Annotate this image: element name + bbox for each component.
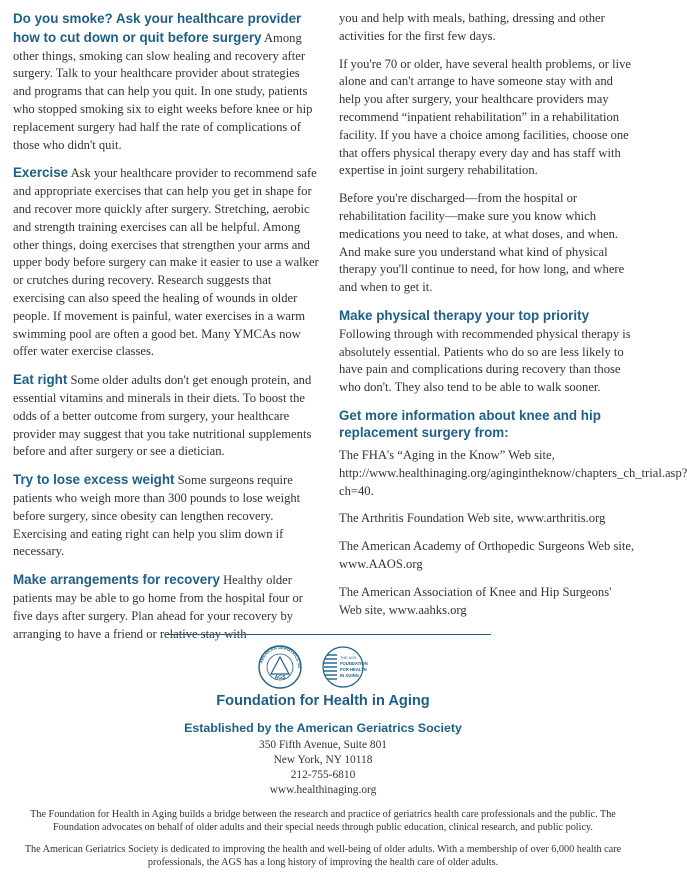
heading-physical-therapy: Make physical therapy your top priority	[339, 307, 590, 323]
fha-logo-line2: FOUNDATION	[340, 661, 368, 666]
left-column	[13, 10, 319, 653]
heading-eat-right: Eat right	[13, 372, 68, 388]
established-by: Established by the American Geriatrics Society	[184, 721, 462, 735]
heading-arrangements: Make arrangements for recovery	[13, 572, 220, 588]
section-lose-weight	[13, 471, 319, 561]
resource-arthritis: The Arthritis Foundation Web site, www.arthritis.org	[339, 511, 606, 526]
address-line2: New York, NY 10118	[273, 754, 373, 766]
resource-fha: The FHA's “Aging in the Know” Web site, http://www.healthinaging.org/agingintheknow/chapters_ch_trial.asp?ch=40.	[339, 447, 687, 498]
section-smoking	[13, 10, 319, 154]
ags-seal-ring-text: AMERICAN GERIATRICS SO	[258, 644, 303, 669]
website: www.healthinaging.org	[269, 784, 377, 796]
right-column	[339, 10, 687, 629]
phone: 212-755-6810	[290, 769, 356, 781]
ags-seal-letters: AGS	[274, 675, 286, 681]
fha-logo-line3: FOR HEALTH	[340, 667, 367, 672]
text-lose-weight: Some surgeons require patients who weigh more than 300 pounds to lose weight before surgery, since obesity can lengthen recovery. Exercising and eating right can help you slim down if necessary.	[13, 473, 301, 559]
text-arrangements: Healthy older patients may be able to go home from the hospital four or five days after surgery. Plan ahead for your recovery by arranging to have a friend or relative stay with	[13, 573, 303, 641]
mission-foundation: The Foundation for Health in Aging builds a bridge between the research and practice of geriatrics health care professionals and the public. The Foundation advocates on behalf of older adults and their special needs through public education, clinical research, and public policy.	[30, 809, 616, 833]
address-block	[0, 738, 646, 798]
fha-logo-line1: THE AGS	[340, 656, 357, 660]
section-eat-right	[13, 371, 319, 461]
section-physical-therapy	[339, 307, 635, 397]
text-continuation: you and help with meals, bathing, dressing and other activities for the first few days.	[339, 11, 605, 43]
text-physical-therapy: Following through with recommended physical therapy is absolutely essential. Patients who do so are less likely to have pain and complications during recovery than those who don't. They also tend to be able to walk sooner.	[339, 326, 631, 395]
heading-exercise: Exercise	[13, 165, 69, 181]
section-arrangements	[13, 571, 319, 643]
ags-seal-logo	[257, 644, 302, 688]
divider-rule	[165, 634, 491, 635]
resource-aaos: The American Academy of Orthopedic Surgeons Web site, www.AAOS.org	[339, 539, 635, 571]
mission-ags: The American Geriatrics Society is dedicated to improving the health and well-being of older adults. With a membership of over 6,000 health care professionals, the AGS has a long history of improving the health care of older adults.	[24, 844, 622, 868]
text-exercise: Ask your healthcare provider to recommend safe and appropriate exercises that can help you get in shape for and recover more quickly after surgery. Stretching, aerobic and strength training exercises can all be helpful. Among other things, doing exercises that strengthen your arms and upper body before surgery can make it easier to use a walker or crutches during recovery. Research suggests that exercising can also speed the healing of wounds in older people. If movement is painful, water exercises in a warm swimming pool are often a good bet. Many YMCAs now offer water exercise classes.	[13, 166, 319, 359]
heading-smoking: Do you smoke? Ask your healthcare provider how to cut down or quit before surgery	[13, 11, 302, 45]
footer	[0, 690, 646, 798]
section-exercise	[13, 164, 319, 361]
text-eat-right: Some older adults don't get enough protein, and essential vitamins and minerals in their diets. To boost the odds of a better outcome from surgery, your healthcare provider may suggest that you take nutritional supplements before and after surgery or see a dietician.	[13, 373, 312, 459]
text-smoking: Among other things, smoking can slow healing and recovery after surgery. Talk to your healthcare provider about strategies and programs that can help you quit. In one study, patients who stopped smoking six to eight weeks before knee or hip replacement surgery had half the rate of complications of those who didn't quit.	[13, 30, 313, 152]
org-name: Foundation for Health in Aging	[216, 693, 430, 709]
text-discharge: Before you're discharged—from the hospital or rehabilitation facility—make sure you know which medications you need to take, at what doses, and when. And make sure you understand what kind of physical therapy you'll continue to need, for how long, and where and when to get it.	[339, 191, 625, 295]
logos	[257, 644, 397, 694]
fha-logo	[323, 647, 368, 687]
heading-more-info: Get more information about knee and hip replacement surgery from:	[339, 407, 601, 440]
resource-aahks: The American Association of Knee and Hip Surgeons' Web site, www.aahks.org	[339, 584, 612, 617]
address-line1: 350 Fifth Avenue, Suite 801	[259, 739, 387, 751]
text-rehab: If you're 70 or older, have several health problems, or live alone and can't arrange to have someone stay with and help you after surgery, your healthcare providers may recommend “inpatient rehabilitation” in a rehabilitation facility. If you have a choice among facilities, choose one that offers physical therapy every day and has staff with expertise in joint surgery rehabilitation.	[339, 56, 632, 178]
svg-text:AMERICAN GERIATRICS SOCIETY	[257, 644, 302, 668]
fha-logo-line4: IN AGING	[340, 673, 359, 678]
heading-lose-weight: Try to lose excess weight	[13, 472, 175, 488]
